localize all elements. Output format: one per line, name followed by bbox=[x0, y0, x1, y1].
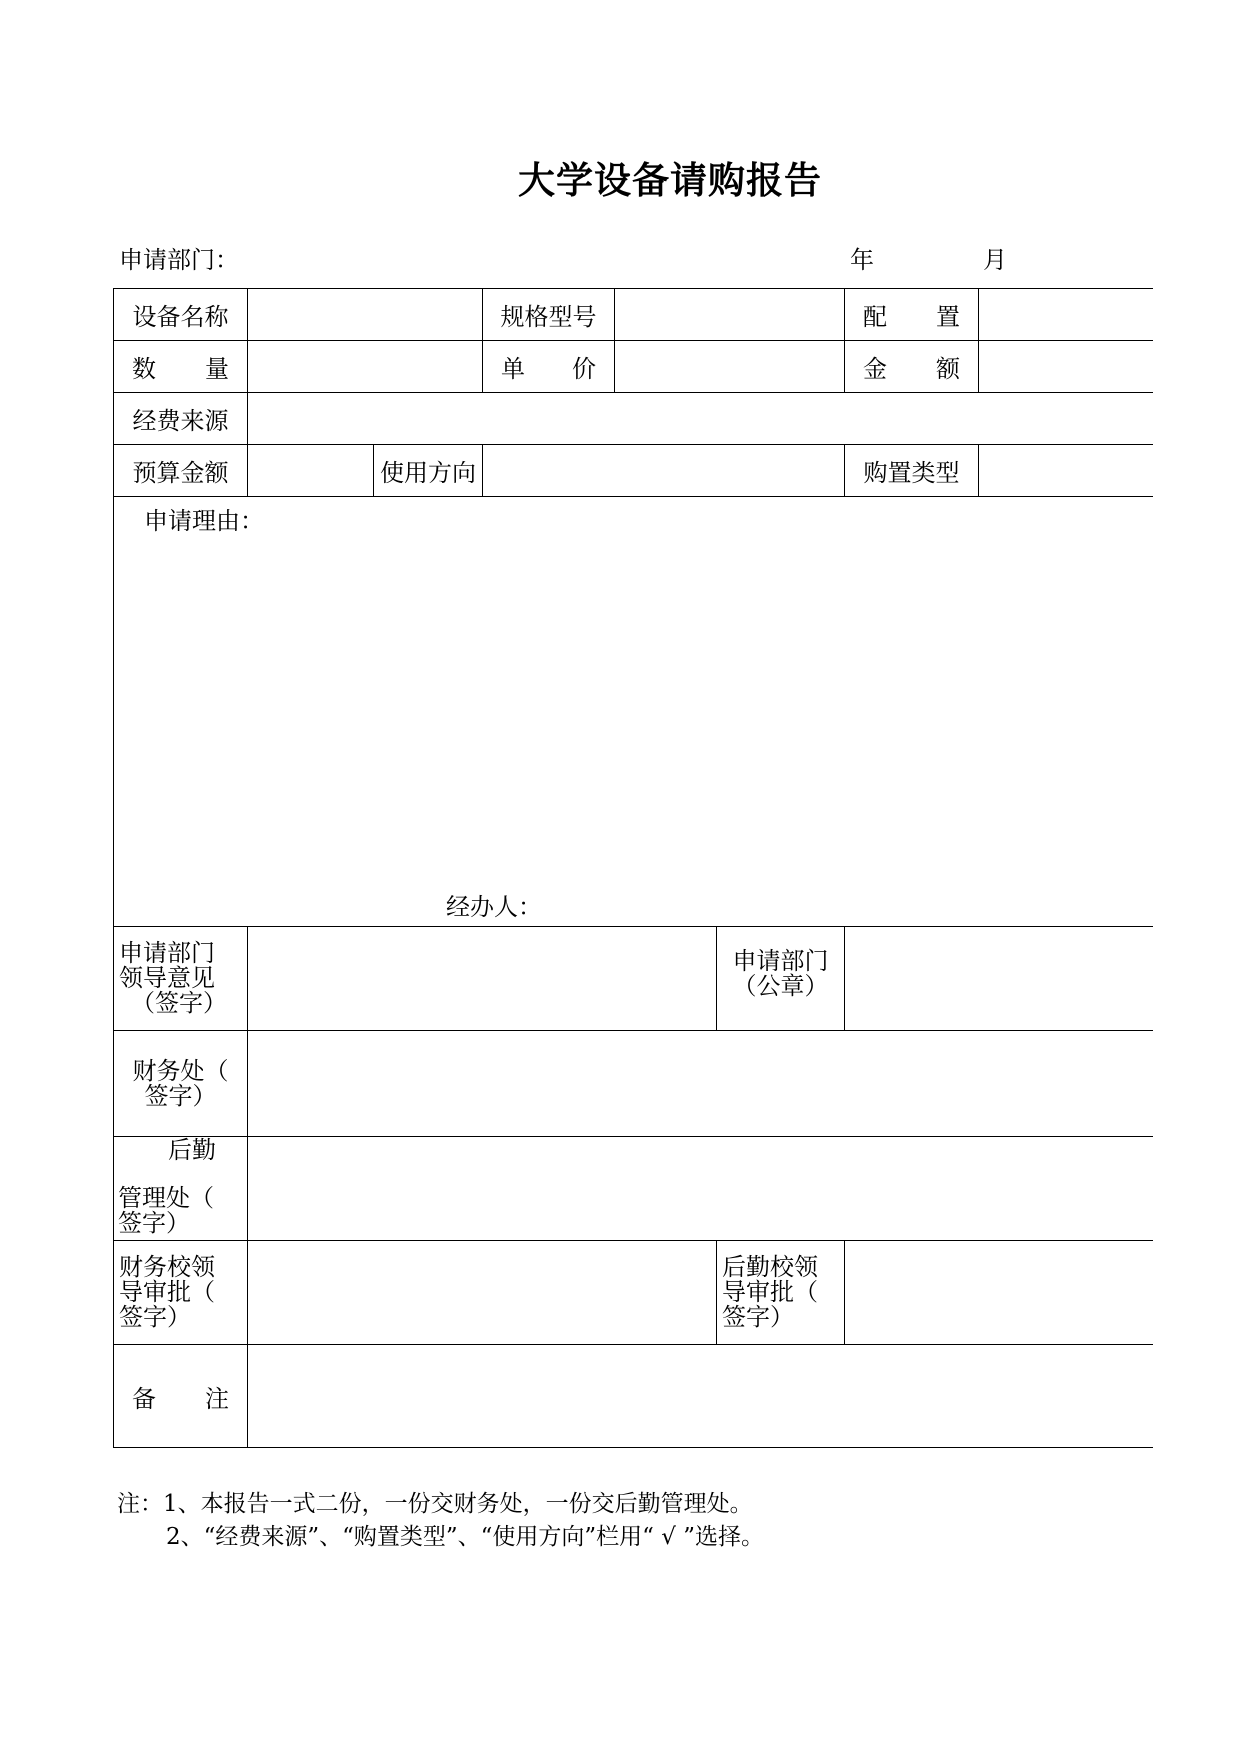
handler-label: 经办人： bbox=[446, 893, 542, 921]
quantity-label-a: 数 bbox=[132, 355, 156, 383]
configuration-field[interactable] bbox=[978, 288, 1153, 340]
note-1: 注：1、本报告一式二份，一份交财务处，一份交后勤管理处。 bbox=[117, 1491, 753, 1517]
purchase-type-label: 购置类型 bbox=[844, 444, 978, 496]
dept-leader-line-3: （签字） bbox=[131, 989, 227, 1017]
spec-model-field[interactable] bbox=[614, 288, 844, 340]
dept-seal-line-2: （公章） bbox=[732, 972, 829, 1000]
logistics-leader-field[interactable] bbox=[844, 1240, 1153, 1344]
unit-price-field[interactable] bbox=[614, 340, 844, 392]
finance-leader-line-1: 财务校领 bbox=[119, 1253, 215, 1281]
configuration-label bbox=[844, 288, 978, 340]
request-form-table bbox=[113, 288, 1153, 1448]
budget-amount-field[interactable] bbox=[247, 444, 373, 496]
remarks-field[interactable] bbox=[247, 1344, 1153, 1448]
year-label: 年 bbox=[850, 246, 874, 274]
logistics-leader-line-2: 导审批（ bbox=[722, 1278, 818, 1306]
logistics-office-field[interactable] bbox=[247, 1136, 1153, 1240]
finance-office-field[interactable] bbox=[247, 1030, 1153, 1136]
finance-office-line-1: 财务处（ bbox=[132, 1056, 229, 1085]
dept-leader-opinion-field[interactable] bbox=[247, 926, 716, 1030]
logistics-office-label bbox=[113, 1136, 247, 1240]
logistics-line-3: 签字） bbox=[118, 1209, 190, 1237]
amount-label bbox=[844, 340, 978, 392]
remarks-label-b: 注 bbox=[205, 1385, 229, 1413]
dept-leader-line-1: 申请部门 bbox=[119, 939, 215, 967]
dept-seal-field[interactable] bbox=[844, 926, 1153, 1030]
finance-leader-label bbox=[113, 1240, 247, 1344]
logistics-leader-line-3: 签字） bbox=[722, 1303, 794, 1331]
configuration-label-a: 配 bbox=[863, 303, 887, 331]
finance-office-label bbox=[113, 1030, 247, 1136]
finance-leader-field[interactable] bbox=[247, 1240, 716, 1344]
finance-office-line-2: 签字） bbox=[144, 1081, 217, 1110]
month-label: 月 bbox=[983, 246, 1007, 274]
logistics-leader-line-1: 后勤校领 bbox=[722, 1253, 818, 1281]
unit-price-label-b: 价 bbox=[572, 355, 596, 383]
funding-source-field[interactable] bbox=[247, 392, 1153, 444]
reason-label: 申请理由： bbox=[144, 507, 264, 535]
quantity-label-b: 量 bbox=[205, 355, 229, 383]
amount-label-a: 金 bbox=[863, 355, 887, 383]
dept-seal-label bbox=[716, 926, 844, 1030]
logistics-line-1: 后勤 bbox=[168, 1136, 216, 1164]
logistics-leader-label bbox=[716, 1240, 844, 1344]
dept-seal-line-1: 申请部门 bbox=[732, 947, 829, 975]
usage-direction-field[interactable] bbox=[482, 444, 844, 496]
purchase-type-field[interactable] bbox=[978, 444, 1153, 496]
remarks-label-a: 备 bbox=[132, 1385, 156, 1413]
configuration-label-b: 置 bbox=[936, 303, 960, 331]
dept-leader-opinion-label bbox=[113, 926, 247, 1030]
quantity-label bbox=[113, 340, 247, 392]
dept-label: 申请部门： bbox=[119, 246, 239, 274]
spec-model-label: 规格型号 bbox=[482, 288, 614, 340]
unit-price-label bbox=[482, 340, 614, 392]
unit-price-label-a: 单 bbox=[501, 355, 525, 383]
quantity-field[interactable] bbox=[247, 340, 482, 392]
equipment-name-field[interactable] bbox=[247, 288, 482, 340]
funding-source-label: 经费来源 bbox=[113, 392, 247, 444]
amount-label-b: 额 bbox=[936, 355, 960, 383]
equipment-name-label: 设备名称 bbox=[113, 288, 247, 340]
finance-leader-line-2: 导审批（ bbox=[119, 1278, 215, 1306]
dept-leader-line-2: 领导意见 bbox=[119, 964, 215, 992]
document-title: 大学设备请购报告 bbox=[518, 159, 822, 202]
amount-field[interactable] bbox=[978, 340, 1153, 392]
usage-direction-label: 使用方向 bbox=[373, 444, 482, 496]
budget-amount-label: 预算金额 bbox=[113, 444, 247, 496]
finance-leader-line-3: 签字） bbox=[119, 1303, 191, 1331]
note-2: 2、“经费来源”、“购置类型”、“使用方向”栏用“ √ ”选择。 bbox=[166, 1524, 764, 1550]
remarks-label bbox=[113, 1344, 247, 1448]
table-bottom-border bbox=[113, 1447, 1153, 1448]
logistics-line-2: 管理处（ bbox=[118, 1184, 214, 1212]
reason-area[interactable] bbox=[113, 496, 1153, 926]
